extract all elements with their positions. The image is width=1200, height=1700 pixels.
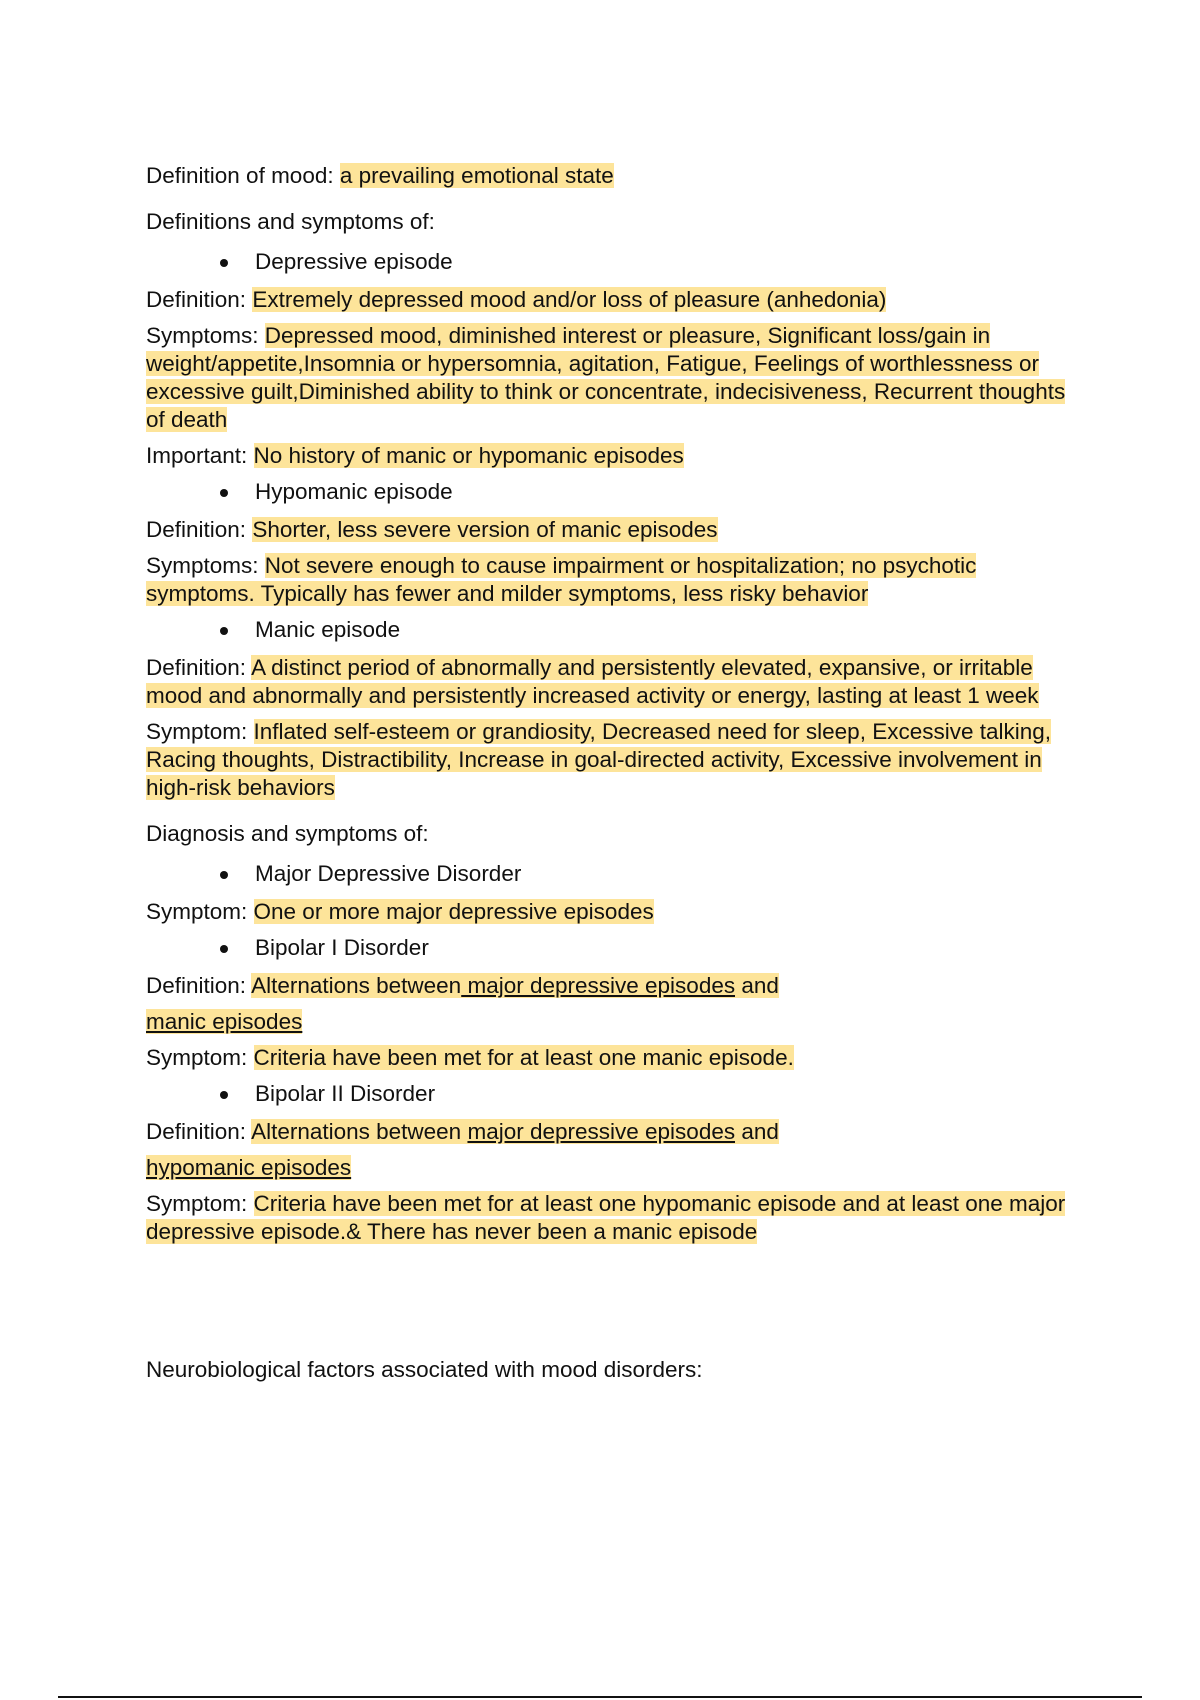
mood-definition	[146, 162, 1086, 190]
depressive-important: Important: No history of manic or hypomanic episodes	[146, 443, 684, 468]
bullet-icon	[220, 259, 228, 267]
bullet-icon	[220, 945, 228, 953]
bullet-bipolar-1: Bipolar I Disorder	[146, 934, 1086, 962]
bullet-bipolar-2: Bipolar II Disorder	[146, 1080, 1086, 1108]
bipolar1-symptom: Symptom: Criteria have been met for at least one manic episode.	[146, 1045, 794, 1070]
hypomanic-symptoms: Symptoms: Not severe enough to cause impairment or hospitalization; no psychotic symptoms. Typically has fewer and milder symptoms, less risky behavior	[146, 553, 977, 606]
mood-definition-text: a prevailing emotional state	[339, 163, 614, 188]
bipolar2-definition-cont: hypomanic episodes	[146, 1155, 352, 1180]
bipolar2-definition: Definition: Alternations between major depressive episodes and	[146, 1119, 779, 1144]
hypomanic-definition: Definition: Shorter, less severe version of manic episodes	[146, 517, 718, 542]
mdd-symptom: Symptom: One or more major depressive episodes	[146, 899, 654, 924]
page-bottom-rule	[58, 1696, 1142, 1698]
depressive-definition: Definition: Extremely depressed mood and/or loss of pleasure (anhedonia)	[146, 287, 887, 312]
bipolar1-definition-cont: manic episodes	[146, 1009, 303, 1034]
bipolar1-definition: Definition: Alternations between major depressive episodes and	[146, 973, 779, 998]
mood-label: Definition of mood:	[146, 163, 340, 188]
bullet-icon	[220, 489, 228, 497]
document-body	[146, 162, 1086, 1394]
bullet-icon	[220, 1091, 228, 1099]
bullet-manic-episode: Manic episode	[146, 616, 1086, 644]
bullet-hypomanic-episode: Hypomanic episode	[146, 478, 1086, 506]
diagnosis-heading: Diagnosis and symptoms of:	[146, 821, 429, 846]
definitions-heading: Definitions and symptoms of:	[146, 209, 435, 234]
bullet-icon	[220, 627, 228, 635]
bullet-depressive-episode: Depressive episode	[146, 248, 1086, 276]
neurobiological-heading: Neurobiological factors associated with mood disorders:	[146, 1357, 703, 1382]
manic-definition: Definition: A distinct period of abnormally and persistently elevated, expansive, or irritable mood and abnormally and persistently increased activity or energy, lasting at least 1 week	[146, 655, 1039, 708]
depressive-symptoms: Symptoms: Depressed mood, diminished interest or pleasure, Significant loss/gain in weight/appetite,Insomnia or hypersomnia, agitation, Fatigue, Feelings of worthlessness or excessive guilt,Diminished ability to think or concentrate, indecisiveness, Recurrent thoughts of death	[146, 323, 1066, 432]
bipolar2-symptom: Symptom: Criteria have been met for at least one hypomanic episode and at least one major depressive episode.& There has never been a manic episode	[146, 1191, 1066, 1244]
spacer	[146, 1254, 1086, 1356]
bullet-icon	[220, 871, 228, 879]
manic-symptoms: Symptom: Inflated self-esteem or grandiosity, Decreased need for sleep, Excessive talking, Racing thoughts, Distractibility, Increase in goal-directed activity, Excessive involvement in high-risk behaviors	[146, 719, 1052, 800]
bullet-major-depressive-disorder: Major Depressive Disorder	[146, 860, 1086, 888]
